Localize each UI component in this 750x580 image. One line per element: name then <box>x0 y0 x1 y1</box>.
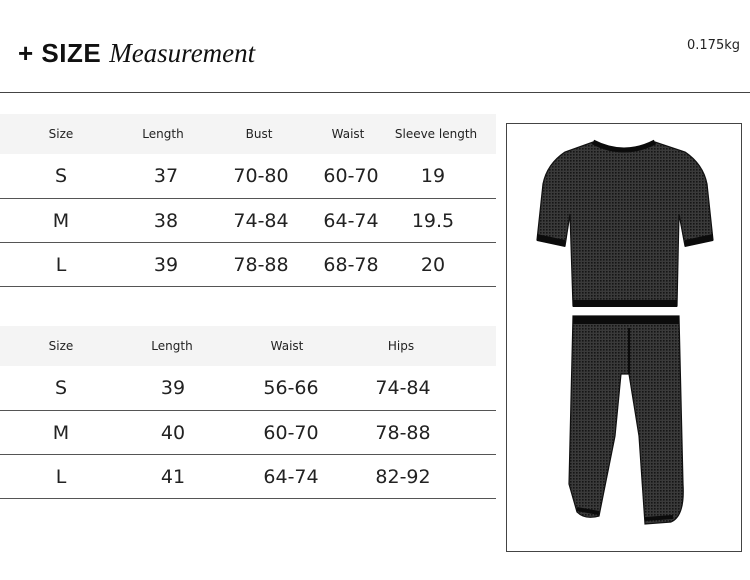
table-cell: 68-78 <box>323 254 379 276</box>
column-header-waist: Waist <box>270 339 304 353</box>
top-size-table <box>0 114 496 287</box>
table-cell: 56-66 <box>263 377 319 399</box>
column-header-bust: Bust <box>245 127 273 141</box>
table-cell: 70-80 <box>233 165 289 187</box>
table-row <box>0 411 496 455</box>
table-cell: M <box>52 422 70 444</box>
table-row <box>0 243 496 287</box>
table-cell: S <box>54 377 68 399</box>
table-row <box>0 455 496 499</box>
table-cell: 60-70 <box>263 422 319 444</box>
table-cell: L <box>55 466 67 488</box>
column-header-length: Length <box>142 127 184 141</box>
size-heading: + SIZE <box>18 38 102 68</box>
table-cell: 20 <box>420 254 446 276</box>
table-row <box>0 154 496 199</box>
table-header <box>0 326 496 366</box>
table-cell: 39 <box>160 377 186 399</box>
column-header-length: Length <box>151 339 193 353</box>
mesh-biker-shorts <box>569 316 683 524</box>
table-cell: 64-74 <box>323 210 379 232</box>
product-illustration <box>507 124 741 551</box>
table-cell: 78-88 <box>233 254 289 276</box>
column-header-sleeve-length: Sleeve length <box>394 127 478 141</box>
column-header-size: Size <box>48 127 74 141</box>
table-cell: 74-84 <box>233 210 289 232</box>
header-divider <box>0 92 750 93</box>
measurement-heading: Measurement <box>109 38 256 68</box>
table-row <box>0 199 496 243</box>
table-cell: 41 <box>160 466 186 488</box>
table-cell: S <box>54 165 68 187</box>
table-cell: 78-88 <box>375 422 431 444</box>
table-cell: 37 <box>153 165 179 187</box>
table-row <box>0 366 496 411</box>
column-header-hips: Hips <box>387 339 415 353</box>
table-cell: 40 <box>160 422 186 444</box>
column-header-waist: Waist <box>331 127 365 141</box>
table-cell: 38 <box>153 210 179 232</box>
table-cell: 64-74 <box>263 466 319 488</box>
table-cell: 60-70 <box>323 165 379 187</box>
page-header <box>18 38 255 78</box>
table-header <box>0 114 496 154</box>
table-cell: 19.5 <box>411 210 455 232</box>
product-weight: 0.175kg <box>687 38 740 53</box>
table-cell: 74-84 <box>375 377 431 399</box>
table-cell: 82-92 <box>375 466 431 488</box>
bottom-size-table <box>0 326 496 499</box>
column-header-size: Size <box>48 339 74 353</box>
table-cell: M <box>52 210 70 232</box>
table-cell: 19 <box>420 165 446 187</box>
table-cell: L <box>55 254 67 276</box>
mesh-crop-top <box>537 142 713 307</box>
table-cell: 39 <box>153 254 179 276</box>
product-photo <box>506 123 742 552</box>
